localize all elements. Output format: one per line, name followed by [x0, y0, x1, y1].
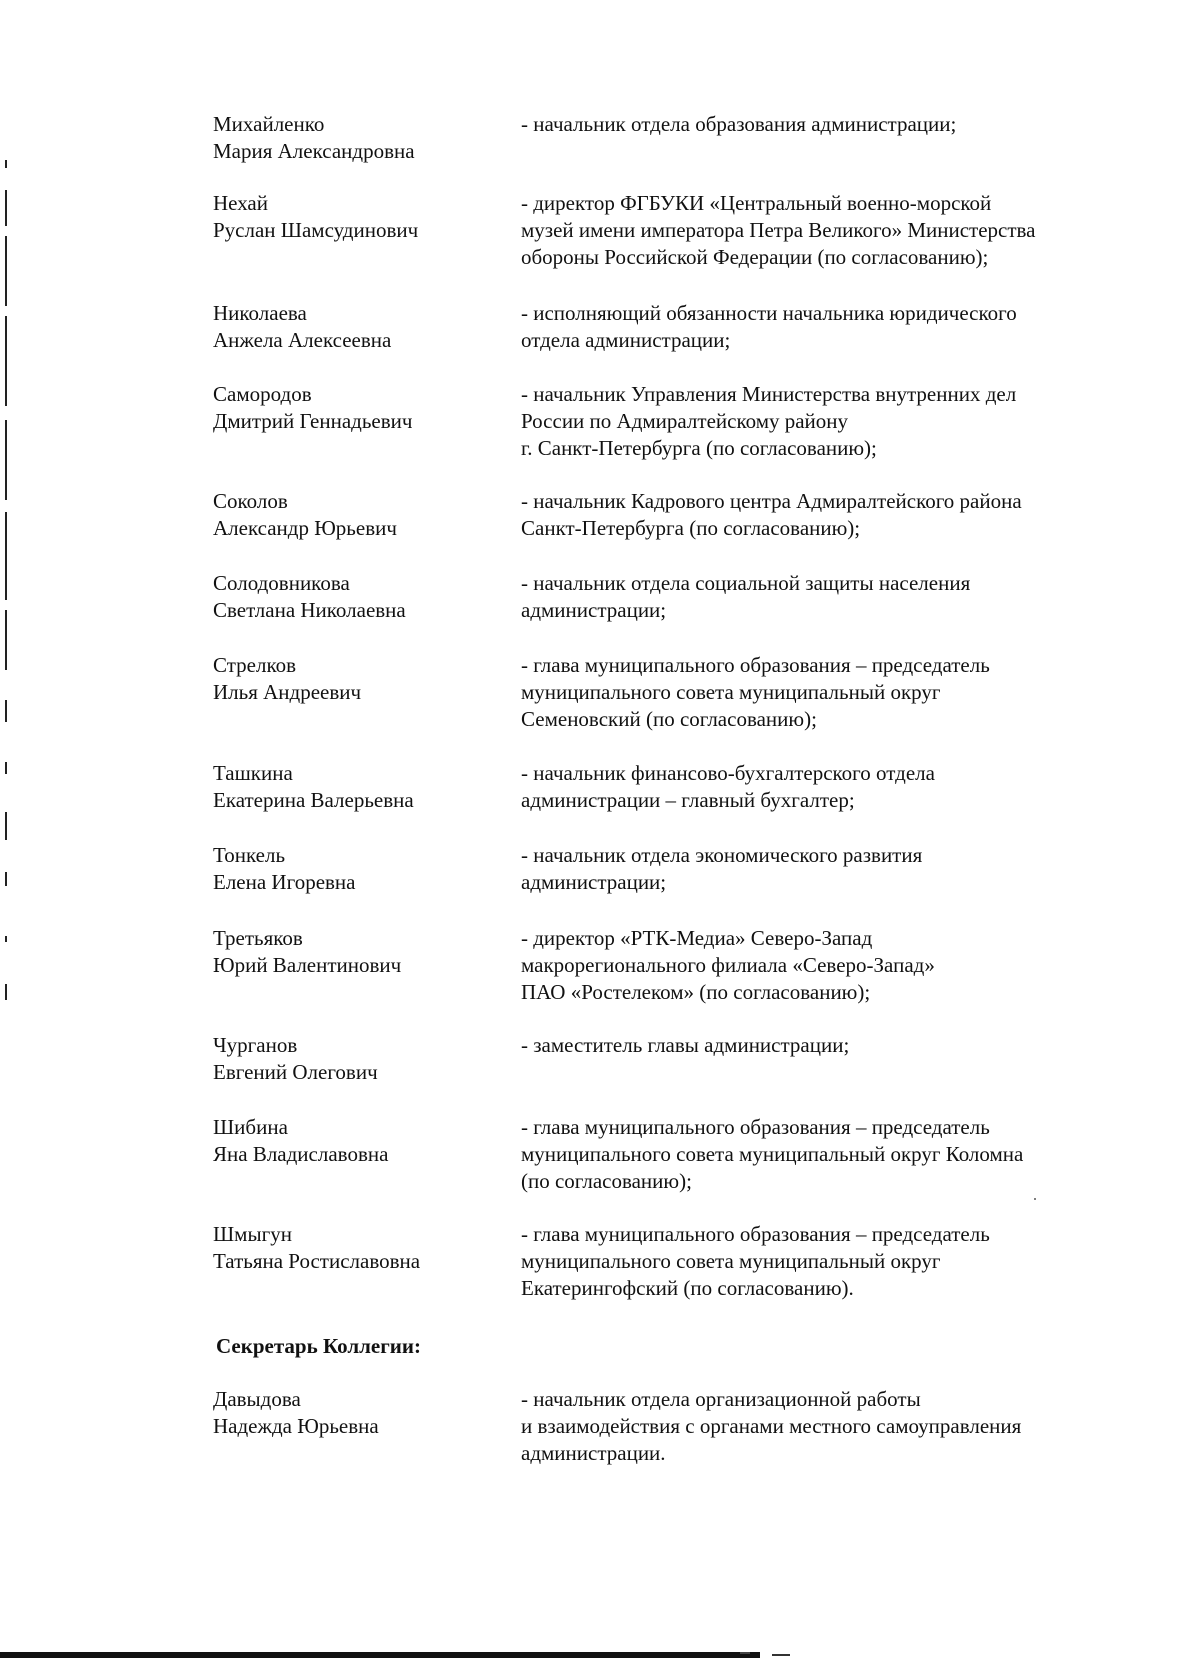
member-name: Ташкина Екатерина Валерьевна [213, 761, 414, 812]
member-role: - директор «РТК-Медиа» Северо-Запад макрорегионального филиала «Северо-Запад» ПАО «Ростелеком» (по согласованию); [521, 926, 935, 1004]
scan-bottom-edge [740, 1652, 750, 1654]
scan-mark [5, 700, 7, 722]
scan-bottom-edge [0, 1652, 760, 1658]
member-name: Тонкель Елена Игоревна [213, 843, 356, 894]
member-name: Михайленко Мария Александровна [213, 112, 415, 163]
member-name: Стрелков Илья Андреевич [213, 653, 362, 704]
member-name: Николаева Анжела Алексеевна [213, 301, 392, 352]
scan-mark [5, 872, 7, 886]
member-role: - начальник финансово-бухгалтерского отдела администрации – главный бухгалтер; [521, 761, 935, 812]
member-name: Третьяков Юрий Валентинович [213, 926, 402, 977]
member-role: - начальник Кадрового центра Адмиралтейского района Санкт-Петербурга (по согласованию); [521, 489, 1022, 540]
secretary-name: Давыдова Надежда Юрьевна [213, 1387, 379, 1438]
member-name: Нехай Руслан Шамсудинович [213, 191, 419, 242]
scan-mark [5, 984, 7, 1000]
member-name: Чурганов Евгений Олегович [213, 1033, 378, 1084]
scan-mark [5, 190, 7, 226]
scan-mark [5, 812, 7, 840]
secretary-heading: Секретарь Коллегии: [216, 1334, 421, 1358]
member-role: - глава муниципального образования – председатель муниципального совета муниципальный округ Екатерингофский (по согласованию). [521, 1222, 990, 1300]
scan-mark [5, 420, 7, 500]
scan-mark [5, 610, 7, 670]
scan-mark [5, 762, 7, 774]
secretary-role: - начальник отдела организационной работы и взаимодействия с органами местного самоуправления администрации. [521, 1387, 1022, 1465]
member-role: - директор ФГБУКИ «Центральный военно-морской музей имени императора Петра Великого» Министерства обороны Российской Федерации (по согласованию); [521, 191, 1036, 269]
member-name: Солодовникова Светлана Николаевна [213, 571, 406, 622]
member-role: - начальник Управления Министерства внутренних дел России по Адмиралтейскому району г. Санкт-Петербурга (по согласованию); [521, 382, 1017, 460]
scan-bottom-edge [772, 1654, 790, 1656]
member-name: Самородов Дмитрий Геннадьевич [213, 382, 413, 433]
member-role: - начальник отдела экономического развития администрации; [521, 843, 923, 894]
member-role: - начальник отдела образования администрации; [521, 112, 957, 136]
scan-mark [5, 936, 7, 942]
member-role: - глава муниципального образования – председатель муниципального совета муниципальный округ Семеновский (по согласованию); [521, 653, 990, 731]
scan-mark [5, 236, 7, 306]
member-name: Шибина Яна Владиславовна [213, 1115, 389, 1166]
scan-mark [5, 316, 7, 406]
member-name: Соколов Александр Юрьевич [213, 489, 397, 540]
member-role: - заместитель главы администрации; [521, 1033, 850, 1057]
member-name: Шмыгун Татьяна Ростиславовна [213, 1222, 421, 1273]
scan-mark [5, 160, 7, 168]
scan-speck [1034, 1198, 1036, 1200]
member-role: - исполняющий обязанности начальника юридического отдела администрации; [521, 301, 1017, 352]
member-role: - начальник отдела социальной защиты населения администрации; [521, 571, 971, 622]
scan-mark [5, 512, 7, 600]
member-role: - глава муниципального образования – председатель муниципального совета муниципальный округ Коломна (по согласованию); [521, 1115, 1024, 1193]
